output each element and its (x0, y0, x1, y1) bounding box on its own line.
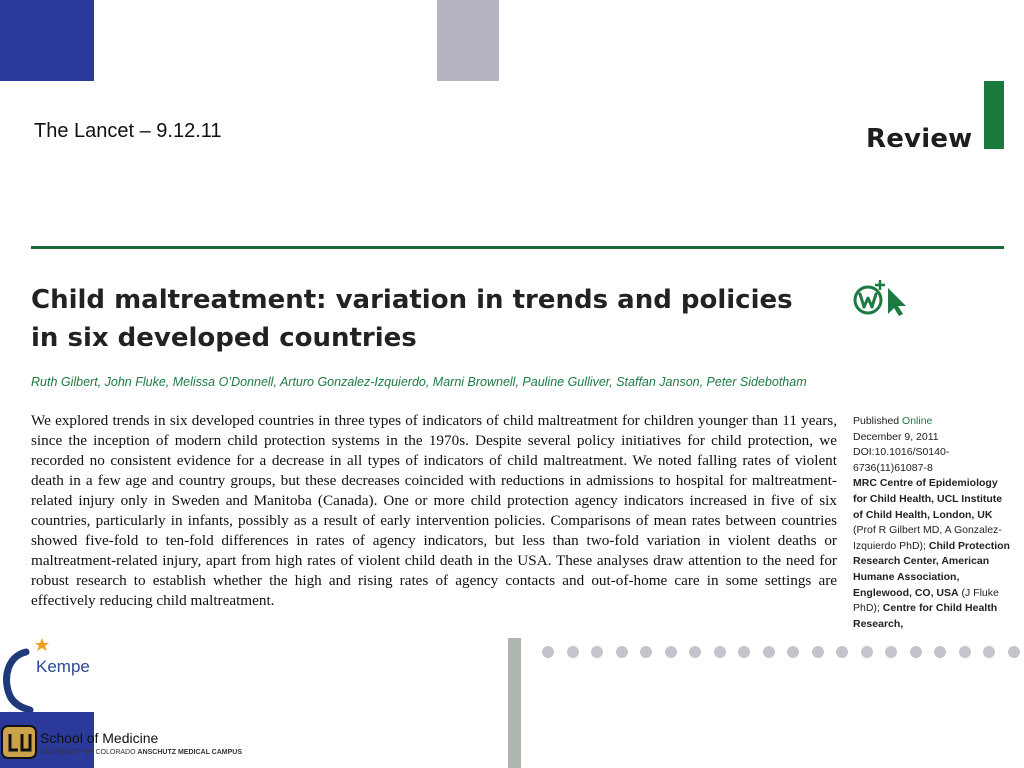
affiliation-people: (J Fluke PhD); (853, 586, 999, 615)
kempe-wordmark: Kempe (36, 657, 90, 676)
affiliation-name: Child Protection Research Center, American Humane Association, Englewood, CO, USA (853, 539, 1010, 599)
campus-prefix: UNIVERSITY OF COLORADO (40, 749, 136, 756)
campus-label (40, 749, 242, 756)
section-accent-bar (984, 81, 1004, 149)
decorative-vertical-bar (508, 638, 521, 768)
publication-date: December 9, 2011 (853, 430, 939, 443)
article-abstract: We explored trends in six developed countries in three types of indicators of child maltreatment for children younger than 11 years, since the inception of modern child protection systems in the 1970s. Despite several policy initiatives for child protection, we recorded no consistent evidence for a decrease in all types of indicators of child maltreatment. We noted falling rates of violent death in a few age and country groups, but these decreases coincided with reductions in admissions to hospital for maltreatment-related injury only in Sweden and Manitoba (Canada). One or more child protection agency indicators increased in five of six countries, particularly in infants, possibly as a result of early intervention policies. Comparisons of mean rates between countries showed five-fold to ten-fold differences in rates of agency indicators, but less than two-fold variation in violent deaths or maltreatment-related injury, apart from high rates of violent child death in the USA. These analyses draw attention to the need for robust research to establish whether the high and rising rates of agency contacts and out-of-home care in some settings are effectively reducing child maltreatment. (31, 412, 837, 609)
decorative-dot-row (542, 646, 1024, 660)
cu-emblem-icon (0, 722, 40, 762)
article-authors: Ruth Gilbert, John Fluke, Melissa O’Donnell, Arturo Gonzalez-Izquierdo, Marni Brownell, Pauline Gulliver, Staffan Janson, Peter Sidebotham (31, 375, 807, 389)
published-label: Published (853, 415, 900, 427)
school-of-medicine-label: School of Medicine (40, 730, 159, 746)
article-title: Child maltreatment: variation in trends and policies in six developed countries (31, 285, 793, 353)
header-rule (31, 246, 1004, 249)
campus-name: ANSCHUTZ MEDICAL CAMPUS (137, 749, 242, 756)
publication-status (853, 414, 1013, 430)
online-label: Online (902, 415, 933, 427)
section-label: Review (866, 124, 973, 154)
decorative-blue-block (0, 0, 94, 81)
web-extra-icon (852, 278, 916, 318)
affiliation-people: (Prof R Gilbert MD, A Gonzalez-Izquierdo PhD); (853, 524, 1002, 552)
affiliation-name: MRC Centre of Epidemiology for Child Health, UCL Institute of Child Health, London, UK (853, 477, 1003, 521)
affiliation-name: Centre for Child Health Research, (853, 602, 998, 630)
slide-caption: The Lancet – 9.12.11 (34, 120, 222, 142)
affiliation (853, 476, 1013, 632)
decorative-gray-block (437, 0, 499, 81)
doi: DOI:10.1016/S0140-6736(11)61087-8 (853, 446, 950, 474)
publication-sidebar (853, 414, 1013, 632)
